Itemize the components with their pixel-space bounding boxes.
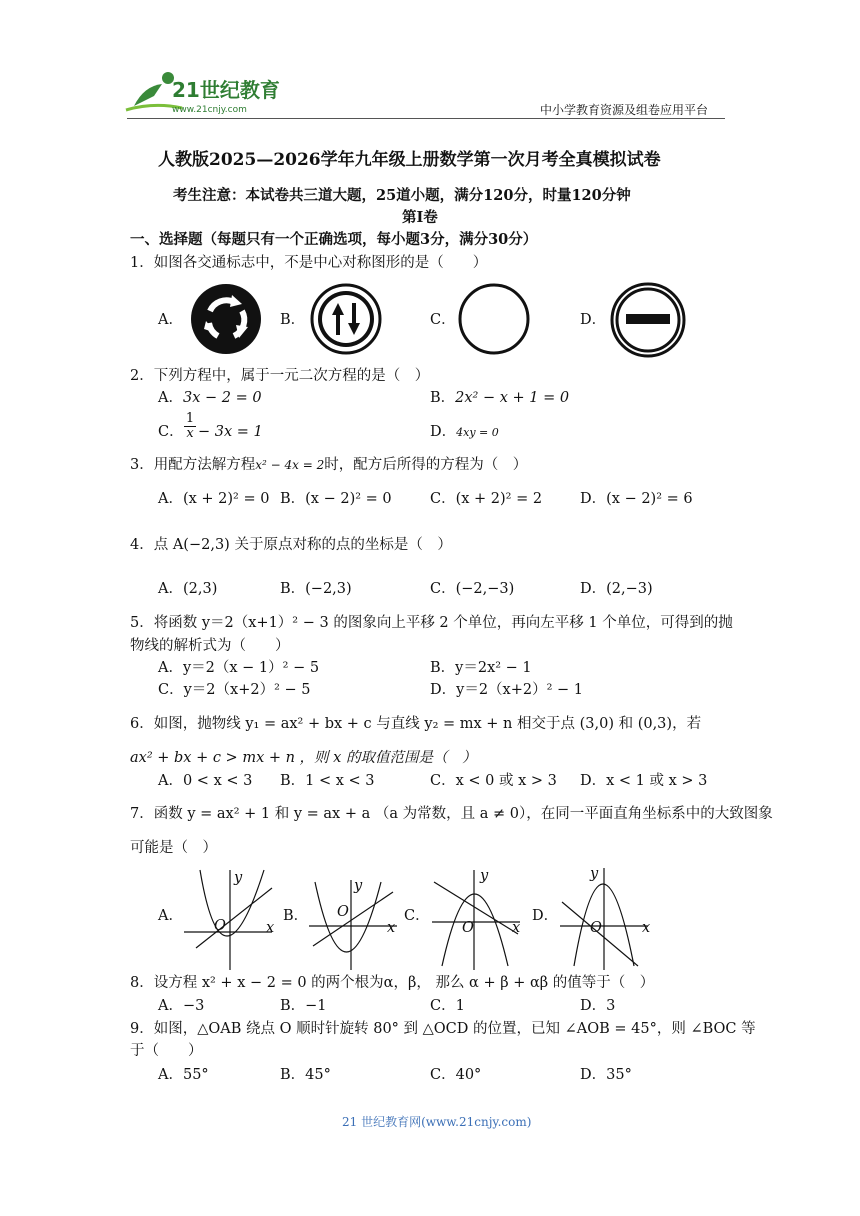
- no-entry-sign-icon: [610, 282, 686, 362]
- q9-stem-line2: 于（ ）: [130, 1043, 203, 1059]
- q7-d-y: y: [590, 866, 599, 882]
- q6-option-a: A．0 < x < 3: [158, 773, 253, 789]
- q6-option-d: D．x < 1 或 x > 3: [580, 773, 708, 789]
- q2-option-a: [158, 388, 262, 408]
- q2-d-eq: 4xy = 0: [456, 426, 499, 439]
- q7-option-b-label: B．: [283, 908, 309, 924]
- q2-b-label: B．: [430, 390, 456, 406]
- q3-option-d: D．(x − 2)² = 6: [580, 491, 693, 507]
- q6-option-b: B．1 < x < 3: [280, 773, 375, 789]
- q7-option-c-label: C．: [404, 908, 430, 924]
- q9-option-a: A．55°: [158, 1067, 209, 1083]
- two-way-traffic-sign-icon: [310, 283, 382, 359]
- q9-option-d: D．35°: [580, 1067, 632, 1083]
- q7-option-d-label: D．: [532, 908, 559, 924]
- q3-option-a: A．(x + 2)² = 0: [158, 491, 270, 507]
- q8-stem: 8．设方程 x² + x − 2 = 0 的两个根为α，β， 那么 α + β + αβ 的值等于（ ）: [130, 975, 655, 991]
- q4-option-a: A．(2,3): [158, 581, 218, 597]
- q7-d-origin: O: [590, 920, 602, 936]
- q7-graph-d: [556, 862, 656, 976]
- q4-option-d: D．(2,−3): [580, 581, 653, 597]
- q9-option-b: B．45°: [280, 1067, 331, 1083]
- q7-c-y: y: [480, 868, 489, 884]
- q2-option-c: [158, 422, 184, 442]
- q7-graph-a: [180, 862, 280, 976]
- q4-option-b: B．(−2,3): [280, 581, 352, 597]
- q7-d-x: x: [642, 920, 651, 936]
- q7-a-x: x: [266, 920, 275, 936]
- q1-option-c-label: C．: [430, 312, 456, 328]
- q3-option-b: B．(x − 2)² = 0: [280, 491, 392, 507]
- q8-option-b: B．−1: [280, 998, 327, 1014]
- q7-stem-line1: 7．函数 y = ax² + 1 和 y = ax + a （a 为常数，且 a ≠ 0），在同一平面直角坐标系中的大致图象: [130, 806, 773, 822]
- q6-stem-line1: 6．如图，抛物线 y₁ = ax² + bx + c 与直线 y₂ = mx + n 相交于点 (3,0) 和 (0,3)，若: [130, 716, 702, 732]
- q7-c-origin: O: [462, 920, 474, 936]
- q5-option-d: D．y＝2（x+2）² − 1: [430, 682, 584, 698]
- q5-stem-line1: 5．将函数 y＝2（x+1）² − 3 的图象向上平移 2 个单位，再向左平移 1 个单位，可得到的抛: [130, 615, 733, 631]
- q1-stem: 1．如图各交通标志中，不是中心对称图形的是（ ）: [130, 255, 488, 271]
- section-heading: 一、选择题（每题只有一个正确选项，每小题3分，满分30分）: [130, 231, 538, 248]
- q6-option-c: C．x < 0 或 x > 3: [430, 773, 557, 789]
- q1-option-d-label: D．: [580, 312, 607, 328]
- logo-url: www.21cnjy.com: [172, 105, 247, 115]
- q2-option-d: [430, 422, 499, 443]
- q8-option-c: C．1: [430, 998, 465, 1014]
- q8-option-a: A．−3: [158, 998, 205, 1014]
- circle-sign-icon: [458, 283, 530, 359]
- q2-c-fraction: 1 x: [185, 411, 195, 441]
- q2-a-label: A．: [158, 390, 183, 406]
- volume-label: 第Ⅰ卷: [402, 209, 438, 226]
- q7-a-origin: O: [214, 918, 226, 934]
- q7-stem-line2: 可能是（ ）: [130, 840, 217, 856]
- q2-c-label: C．: [158, 424, 184, 440]
- q3-option-c: C．(x + 2)² = 2: [430, 491, 543, 507]
- q7-b-y: y: [354, 878, 363, 894]
- q5-option-b: B．y＝2x² − 1: [430, 660, 532, 676]
- q2-a-eq: 3x − 2 = 0: [182, 390, 262, 406]
- page-title: 人教版2025—2026学年九年级上册数学第一次月考全真模拟试卷: [158, 150, 661, 170]
- q4-stem: 4．点 A(−2,3) 关于原点对称的点的坐标是（ ）: [130, 537, 452, 553]
- q7-option-a-label: A．: [158, 908, 183, 924]
- q3-stem: [130, 455, 527, 475]
- roundabout-sign-icon: [190, 283, 262, 359]
- q2-b-eq: 2x² − x + 1 = 0: [455, 390, 570, 406]
- q5-option-a: A．y＝2（x − 1）² − 5: [158, 660, 320, 676]
- footer-link[interactable]: 21 世纪教育网(www.21cnjy.com): [342, 1115, 532, 1129]
- q7-b-x: x: [387, 920, 396, 936]
- platform-name: 中小学教育资源及组卷应用平台: [540, 103, 709, 117]
- q7-c-x: x: [512, 920, 521, 936]
- q5-stem-line2: 物线的解析式为（ ）: [130, 638, 290, 654]
- q3-stem-pre: 3．用配方法解方程: [130, 457, 256, 473]
- q1-option-a-label: A．: [158, 312, 183, 328]
- q8-option-d: D．3: [580, 998, 616, 1014]
- logo-text: 21世纪教育: [172, 78, 280, 102]
- q2-c-eq: − 3x = 1: [198, 424, 263, 440]
- q5-option-c: C．y＝2（x+2）² − 5: [158, 682, 311, 698]
- q3-stem-eq: x² − 4x = 2: [255, 458, 325, 472]
- q9-stem-line1: 9．如图，△OAB 绕点 O 顺时针旋转 80° 到 △OCD 的位置，已知 ∠AOB = 45°，则 ∠BOC 等: [130, 1021, 756, 1037]
- q2-stem: 2．下列方程中，属于一元二次方程的是（ ）: [130, 368, 430, 384]
- exam-notice: 考生注意：本试卷共三道大题，25道小题，满分120分，时量120分钟: [173, 187, 631, 204]
- q3-stem-post: 时，配方后所得的方程为（ ）: [324, 457, 528, 473]
- q7-b-origin: O: [337, 904, 349, 920]
- q2-option-b: [430, 388, 569, 408]
- header-divider: [127, 118, 725, 119]
- q4-option-c: C．(−2,−3): [430, 581, 515, 597]
- q6-stem-line2: ax² + bx + c > mx + n ，则 x 的取值范围是（ ）: [130, 750, 477, 766]
- q1-option-b-label: B．: [280, 312, 306, 328]
- q2-d-label: D．: [430, 424, 457, 440]
- q7-a-y: y: [234, 870, 243, 886]
- q9-option-c: C．40°: [430, 1067, 482, 1083]
